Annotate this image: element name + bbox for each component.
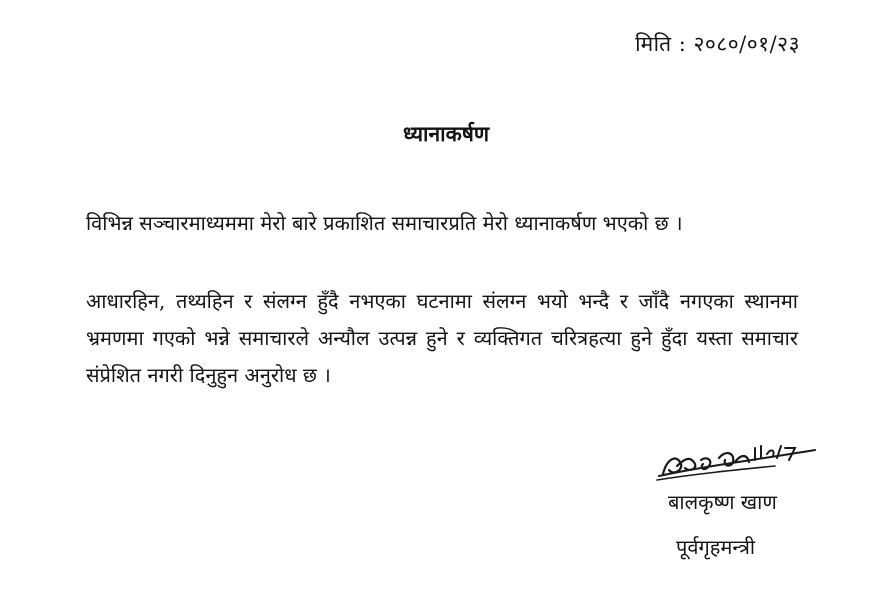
signatory-title: पूर्वगृहमन्त्री [676, 535, 756, 559]
signatory-name: बालकृष्ण खाण [668, 490, 777, 514]
paragraph-1: विभिन्न सञ्चारमाध्यममा मेरो बारे प्रकाशित समाचारप्रति मेरो ध्यानाकर्षण भएको छ । [86, 211, 683, 235]
paragraph-2: आधारहिन, तथ्यहिन र संलग्न हुँदै नभएका घटनामा संलग्न भयो भन्दै र जाँदै नगएका स्थानमा भ्रमणमा गएको भन्ने समाचारले अन्यौल उत्पन्न हुने र व्यक्तिगत चरित्रहत्या हुने हुँदा यस्ता समाचार संप्रेशित नगरी दिनुहुन अनुरोध छ । [86, 289, 798, 387]
letter-date: मिति : २०८०/०१/२३ [635, 32, 800, 56]
letter-heading: ध्यानाकर्षण [402, 121, 490, 146]
handwritten-signature [655, 436, 820, 486]
